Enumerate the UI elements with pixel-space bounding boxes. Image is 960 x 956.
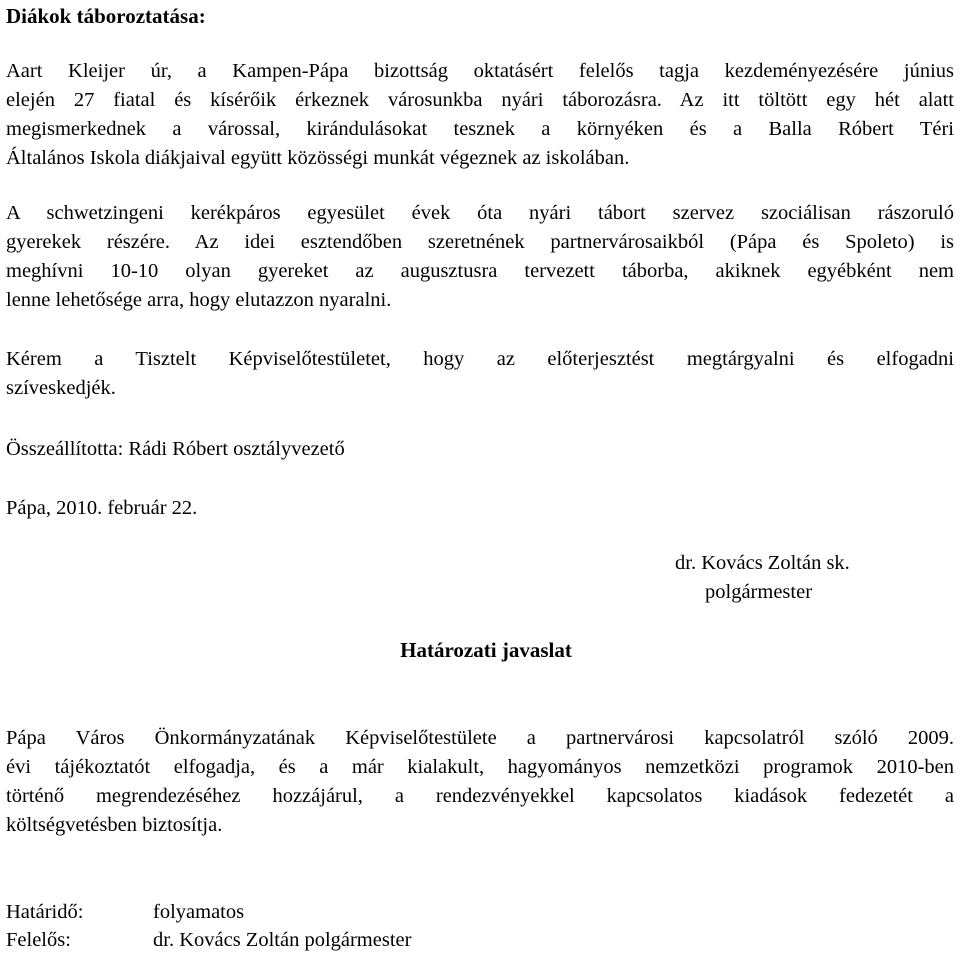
paragraph-line: elején 27 fiatal és kísérőik érkeznek városunkba nyári táborozásra. Az itt töltött egy hét alatt bbox=[6, 89, 954, 111]
resolution-line: költségvetésben biztosítja. bbox=[6, 814, 223, 836]
paragraph-line: Kérem a Tisztelt Képviselőtestületet, hogy az előterjesztést megtárgyalni és elfogadni bbox=[6, 348, 954, 370]
place-date: Pápa, 2010. február 22. bbox=[6, 497, 198, 519]
responsible-label: Felelős: bbox=[6, 929, 71, 951]
paragraph-line: gyerekek részére. Az idei esztendőben szeretnének partnervárosaikból (Pápa és Spoleto) is bbox=[6, 231, 954, 253]
resolution-text bbox=[6, 724, 954, 840]
resolution-heading: Határozati javaslat bbox=[400, 638, 572, 662]
paragraph-line: megismerkednek a várossal, kirándulásokat tesznek a környéken és a Balla Róbert Téri bbox=[6, 118, 954, 140]
paragraph-line: szíveskedjék. bbox=[6, 377, 116, 399]
resolution-line: történő megrendezéséhez hozzájárul, a rendezvényekkel kapcsolatos kiadások fedezetét a bbox=[6, 785, 954, 807]
resolution-line: Pápa Város Önkormányzatának Képviselőtestülete a partnervárosi kapcsolatról szóló 2009. bbox=[6, 727, 954, 749]
deadline-label: Határidő: bbox=[6, 901, 84, 923]
compiled-by: Összeállította: Rádi Róbert osztályvezető bbox=[6, 438, 345, 460]
paragraph-line: Általános Iskola diákjaival együtt közösségi munkát végeznek az iskolában. bbox=[6, 147, 630, 169]
signature-title: polgármester bbox=[705, 581, 813, 603]
paragraph-request bbox=[6, 345, 954, 403]
paragraph-camp-schwetzingen bbox=[6, 199, 954, 315]
responsible-row bbox=[6, 926, 411, 955]
paragraph-line: Aart Kleijer úr, a Kampen-Pápa bizottság oktatásért felelős tagja kezdeményezésére június bbox=[6, 60, 954, 82]
paragraph-line: lenne lehetősége arra, hogy elutazzon nyaralni. bbox=[6, 289, 392, 311]
section-heading: Diákok táboroztatása: bbox=[6, 4, 206, 28]
responsible-value: dr. Kovács Zoltán polgármester bbox=[153, 929, 412, 951]
signature-block bbox=[675, 549, 915, 607]
deadline-row bbox=[6, 898, 244, 927]
resolution-line: évi tájékoztatót elfogadja, és a már kialakult, hagyományos nemzetközi programok 2010-ben bbox=[6, 756, 954, 778]
signature-name: dr. Kovács Zoltán sk. bbox=[675, 552, 850, 574]
paragraph-camp-kampen bbox=[6, 57, 954, 173]
paragraph-line: meghívni 10-10 olyan gyereket az augusztusra tervezett táborba, akiknek egyébként nem bbox=[6, 260, 954, 282]
deadline-value: folyamatos bbox=[153, 901, 245, 923]
paragraph-line: A schwetzingeni kerékpáros egyesület évek óta nyári tábort szervez szociálisan rászoruló bbox=[6, 202, 954, 224]
